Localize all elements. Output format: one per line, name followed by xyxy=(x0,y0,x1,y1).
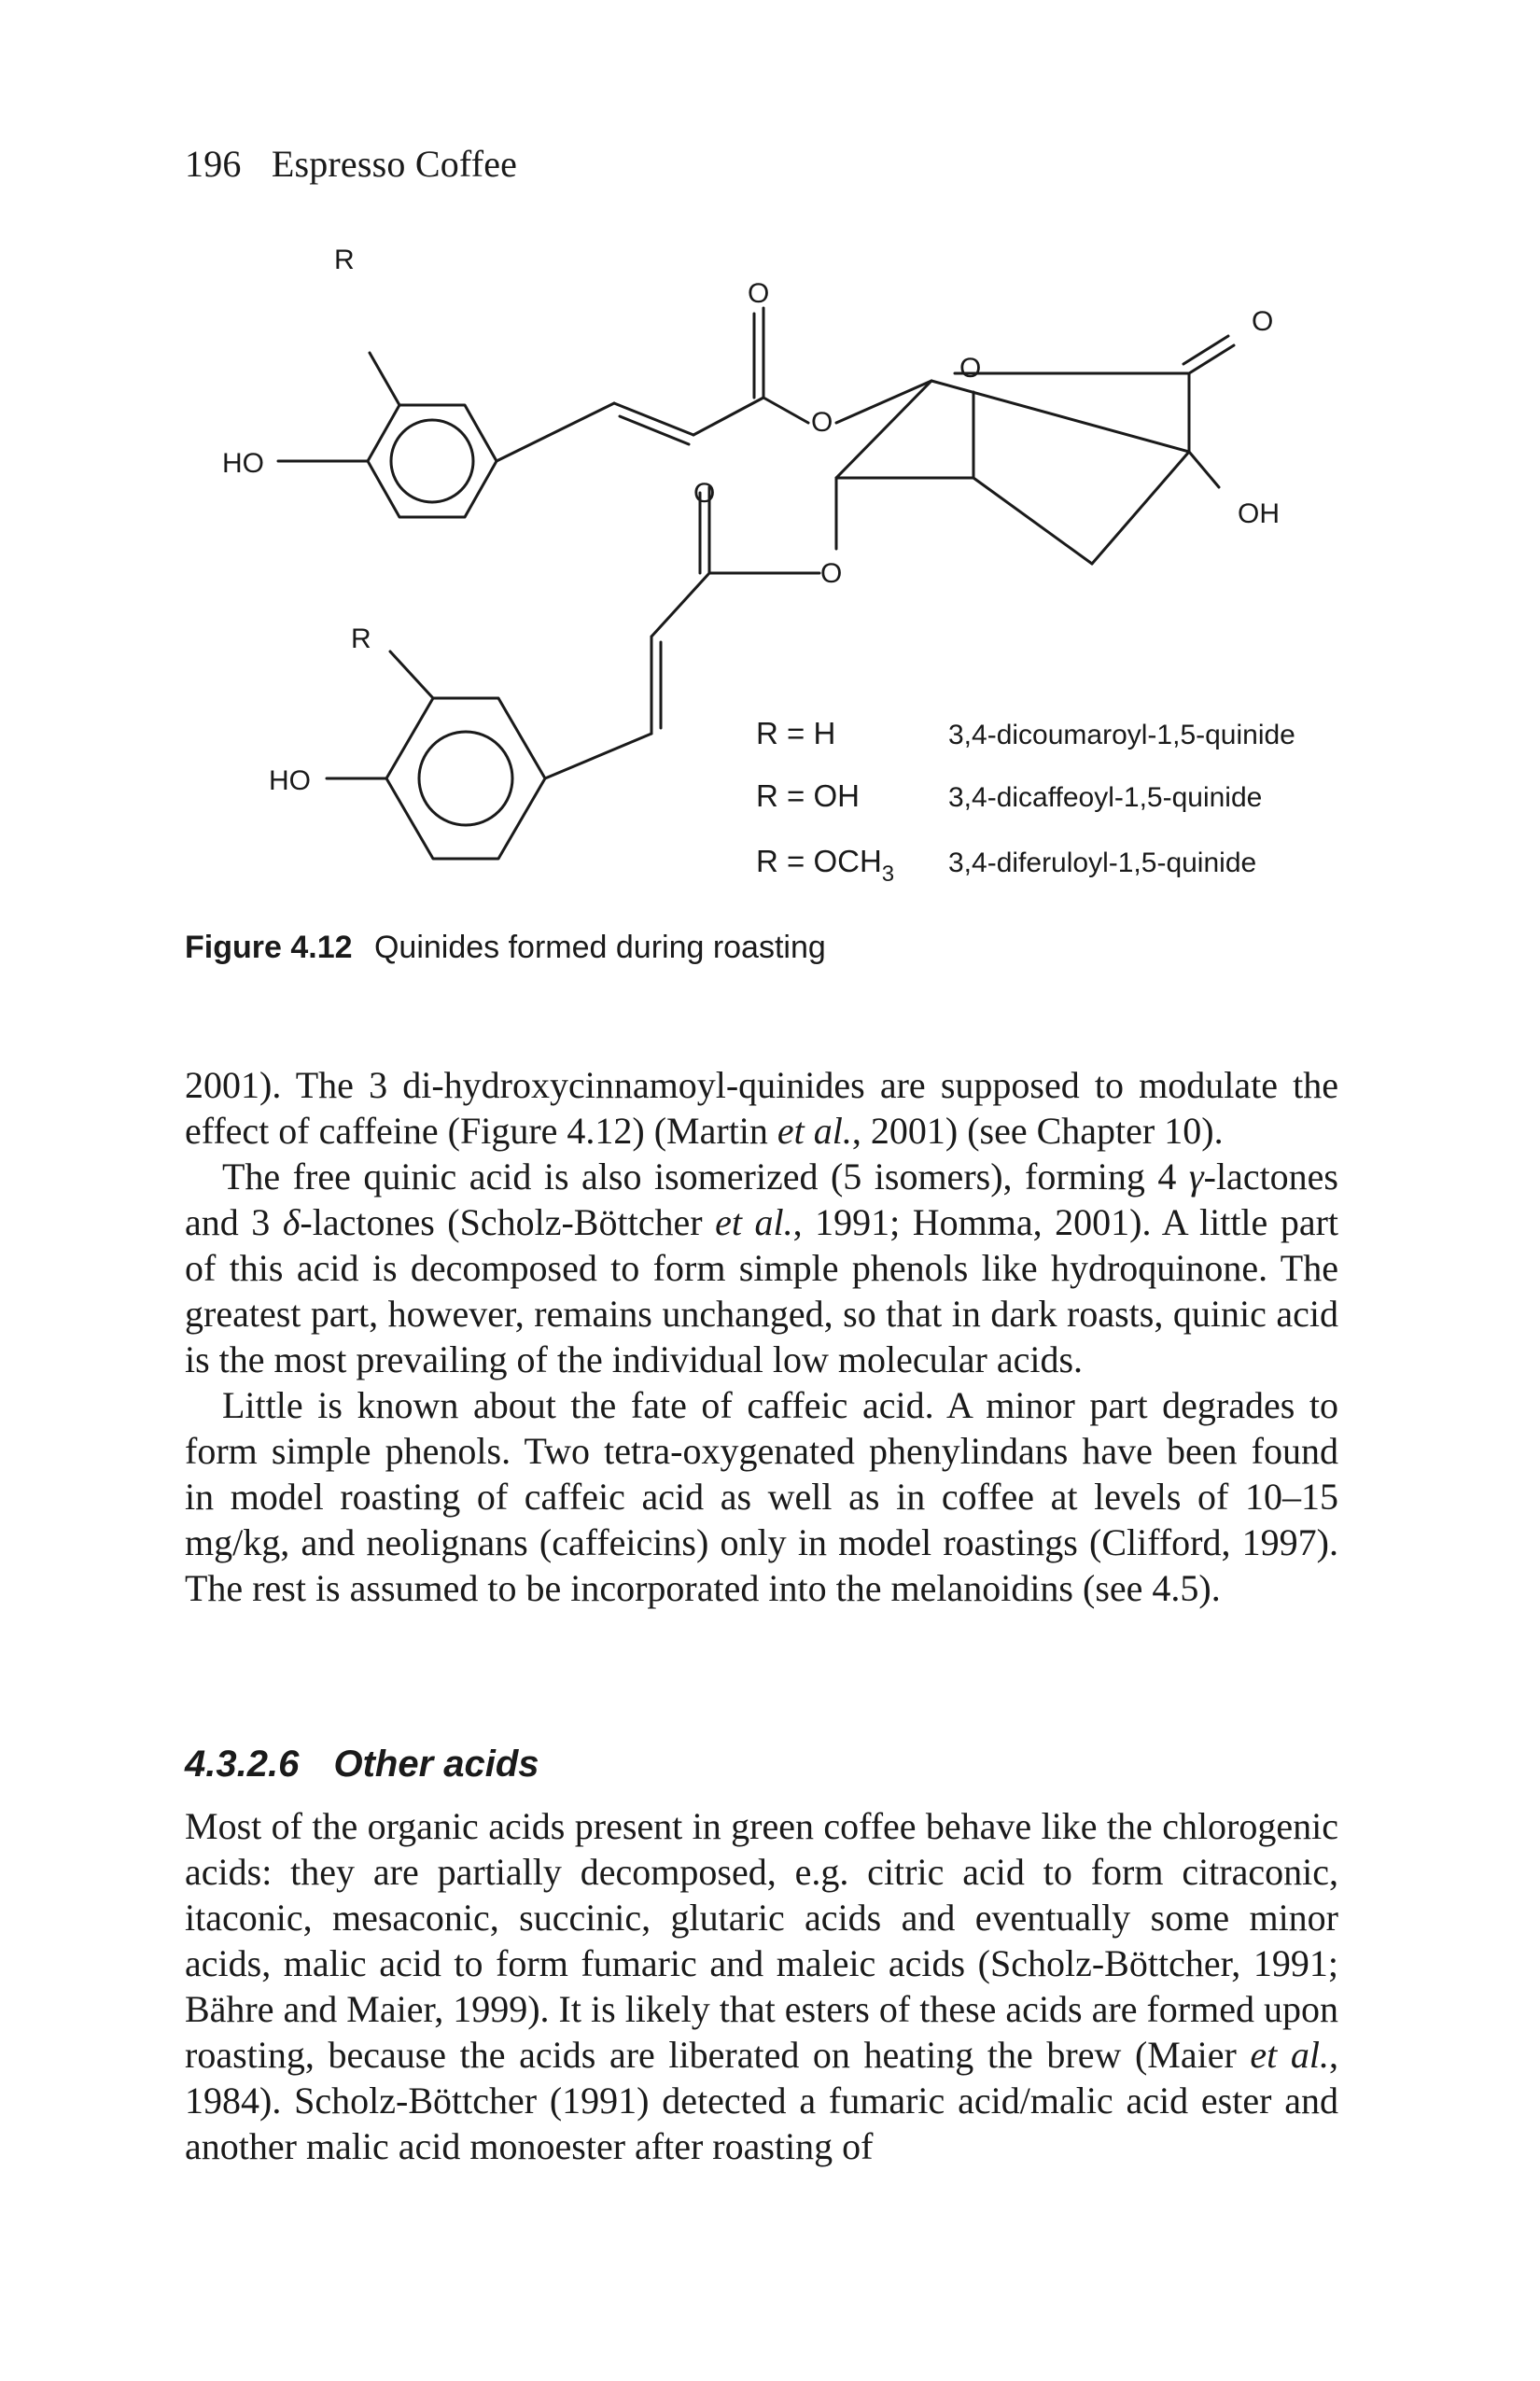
legend-r-label: R = OH xyxy=(756,778,860,813)
italic-text: et al. xyxy=(1250,2034,1329,2076)
paragraph xyxy=(185,1382,1338,1611)
page-number: 196 xyxy=(185,143,242,185)
text-run: -lactones and 3 xyxy=(185,1155,1338,1243)
label-ho-bottom: HO xyxy=(269,765,311,796)
italic-text: δ xyxy=(282,1201,301,1243)
italic-text: et al. xyxy=(777,1110,852,1152)
structure-diagram xyxy=(185,233,1361,924)
label-r-top: R xyxy=(334,245,355,275)
bond-r-top xyxy=(370,353,399,405)
label-ho-top: HO xyxy=(222,448,264,479)
bond-top-chain-1 xyxy=(497,403,614,461)
book-title: Espresso Coffee xyxy=(271,143,518,185)
body-text-lower xyxy=(185,1803,1338,2169)
legend-compound-name: 3,4-dicaffeoyl-1,5-quinide xyxy=(948,782,1263,813)
legend-r-label xyxy=(756,844,894,887)
label-oh: OH xyxy=(1238,498,1280,529)
substituent-legend xyxy=(756,716,1295,887)
label-o-ester-top: O xyxy=(811,407,833,438)
text-run: The free quinic acid is also isomerized (5 isomers), forming 4 xyxy=(222,1155,1189,1198)
legend-compound-name: 3,4-diferuloyl-1,5-quinide xyxy=(948,847,1257,878)
text-run: 2001). The 3 di-hydroxycinnamoyl-quinides are supposed to modulate the effect of caffeine (Figure 4.12) (Martin xyxy=(185,1064,1338,1152)
top-benzene-ring xyxy=(368,405,497,517)
label-o-carbonyl-bottom: O xyxy=(693,478,716,509)
section-heading xyxy=(185,1744,539,1786)
legend-r-label-main: R = OCH xyxy=(756,844,882,878)
legend-r-label: R = H xyxy=(756,716,836,750)
figure-caption xyxy=(185,930,826,966)
paragraph xyxy=(185,1803,1338,2169)
label-o-ring: O xyxy=(959,353,982,384)
section-number: 4.3.2.6 xyxy=(185,1744,300,1785)
body-text-upper xyxy=(185,1062,1338,1611)
section-title: Other acids xyxy=(333,1744,539,1785)
running-head xyxy=(185,142,517,186)
bond-r-bottom xyxy=(390,651,433,698)
italic-text: et al. xyxy=(715,1201,793,1243)
label-r-bottom: R xyxy=(351,623,371,654)
figure-caption-text: Quinides formed during roasting xyxy=(373,930,826,965)
label-o-lactone: O xyxy=(1252,306,1274,337)
text-run: Most of the organic acids present in green coffee behave like the chlorogenic acids: they are partially decomposed, e.g. citric acid to form citraconic, itaconic, mesaconic, succinic, glutaric acids and eventually some minor acids, malic acid to form fumaric and maleic acids (Scholz-Böttcher, 1991; Bähre and Maier, 1999). It is likely that esters of these acids are formed upon roasting, because the acids are liberated on heating the brew (Maier xyxy=(185,1805,1338,2076)
text-run: , 2001) (see Chapter 10). xyxy=(851,1110,1224,1152)
figure-quinides xyxy=(185,233,1361,961)
paragraph xyxy=(185,1062,1338,1154)
text-run: -lactones (Scholz-Böttcher xyxy=(300,1201,716,1243)
text-run: , 1991; Homma, 2001). A little part of this acid is decomposed to form simple phenols like hydroquinone. The greatest part, however, remains unchanged, so that in dark roasts, quinic acid is the most prevailing of the individual low molecular acids. xyxy=(185,1201,1339,1380)
legend-r-subscript: 3 xyxy=(881,861,895,887)
italic-text: γ xyxy=(1188,1155,1204,1198)
text-run: , 1984). Scholz-Böttcher (1991) detected a fumaric acid/malic acid ester and another malic acid monoester after roasting of xyxy=(185,2034,1338,2167)
figure-label: Figure 4.12 xyxy=(185,930,353,965)
text-run: Little is known about the fate of caffeic acid. A minor part degrades to form simple phenols. Two tetra-oxygenated phenylindans have been found in model roasting of caffeic acid as well as in coffee at levels of 10–15 mg/kg, and neolignans (caffeicins) only in model roastings (Clifford, 1997). The rest is assumed to be incorporated into the melanoidins (see 4.5). xyxy=(185,1384,1338,1609)
legend-compound-name: 3,4-dicoumaroyl-1,5-quinide xyxy=(948,720,1295,750)
quinide-core xyxy=(836,336,1234,564)
paragraph xyxy=(185,1154,1338,1382)
label-o-carbonyl-top: O xyxy=(748,278,770,309)
bottom-benzene-ring xyxy=(386,698,545,859)
label-o-ester-bottom: O xyxy=(820,558,843,589)
